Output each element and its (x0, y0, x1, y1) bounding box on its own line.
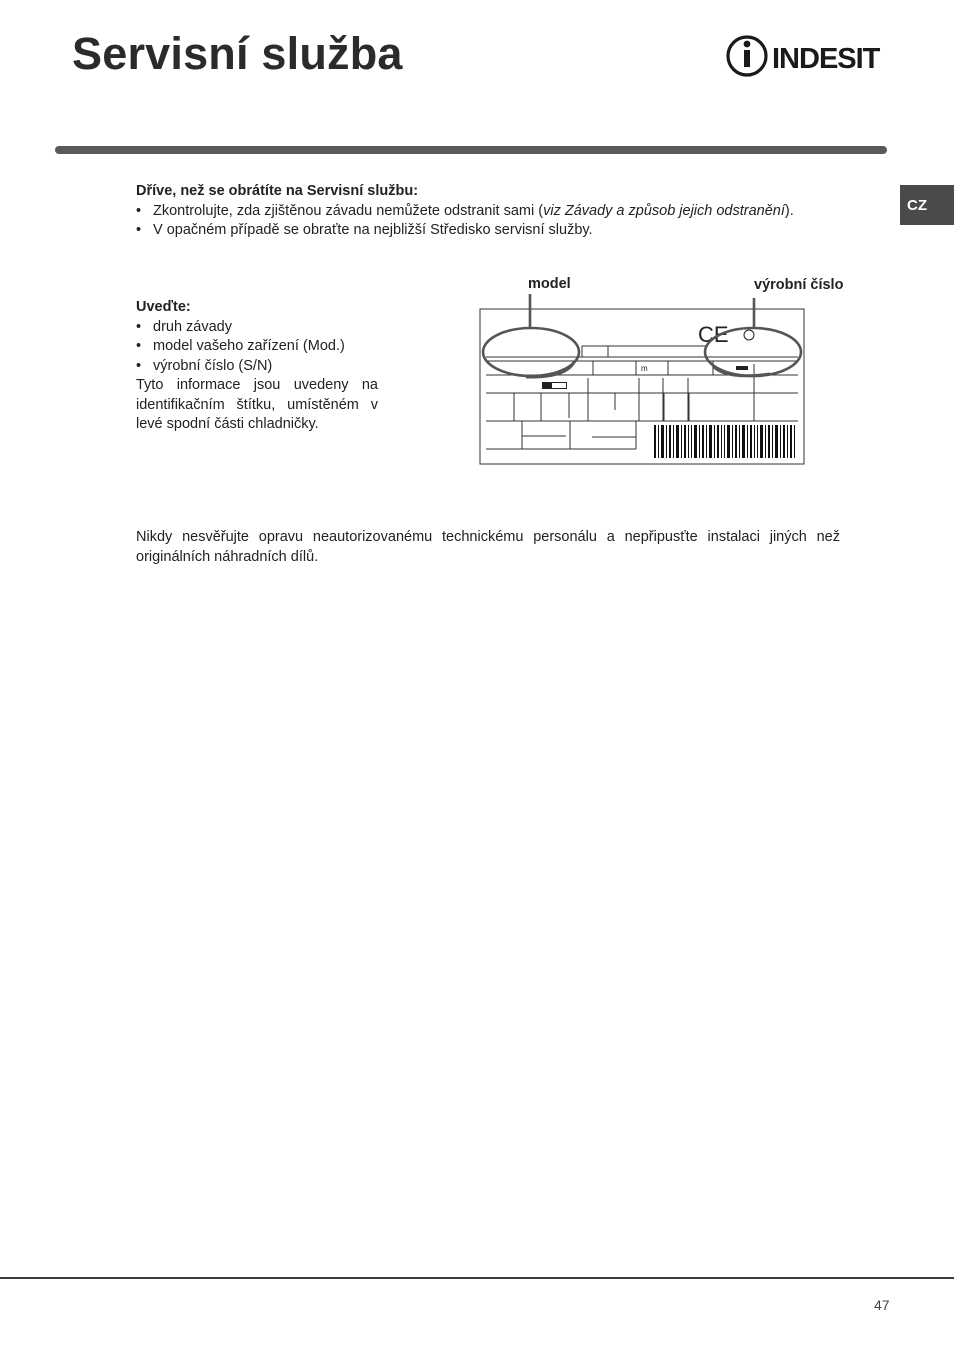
plate-outline (480, 309, 804, 464)
barcode-icon (654, 425, 795, 458)
page-title: Servisní služba (72, 28, 403, 79)
plate-location-line3: levé spodní části chladničky. (136, 416, 319, 432)
model-label: model (528, 276, 571, 292)
section-before-list (136, 202, 858, 241)
list-item: • druh závady (136, 318, 378, 338)
language-tab-label: CZ (907, 196, 927, 214)
brand-name: INDESIT (772, 43, 880, 75)
weee-symbol-icon (744, 330, 754, 340)
bullet1-prefix: Zkontrolujte, zda zjištěnou závadu nemůžete odstranit sami ( (153, 202, 544, 219)
warning-line1: Nikdy nesvěřujte opravu neautorizovanému technickému personálu a nepřipusťte instalaci jiných než (136, 529, 840, 545)
small-symbol-icon: m (641, 364, 648, 373)
section-state-info (136, 298, 378, 435)
bullet1-suffix: ). (784, 202, 794, 219)
bullet1-reference: viz Závady a způsob jejich odstranění (543, 202, 785, 219)
tag-icon (736, 366, 748, 370)
plate-location-line2: identifikačním štítku, umístěném v (136, 396, 378, 413)
indesit-i-icon (728, 37, 766, 75)
footer-rule (0, 1277, 954, 1279)
list-item: • V opačném případě se obraťte na nejbližší Středisko servisní služby. (136, 221, 858, 241)
language-tab (900, 185, 954, 225)
list-item (136, 202, 858, 222)
section-before-contact (136, 182, 858, 241)
model-highlight (483, 294, 579, 377)
list-item: • model vašeho zařízení (Mod.) (136, 337, 378, 357)
plate-location-line1: Tyto informace jsou uvedeny na (136, 377, 378, 393)
rating-plate-diagram (478, 294, 808, 470)
section-state-list (136, 318, 378, 377)
ce-mark-icon: CE (698, 322, 729, 347)
warning-text (136, 528, 840, 567)
page-number: 47 (874, 1297, 890, 1313)
header-rule (55, 146, 887, 154)
serial-number-label: výrobní číslo (754, 277, 844, 293)
list-item: • výrobní číslo (S/N) (136, 357, 378, 377)
section-state-heading: Uveďte: (136, 299, 191, 315)
section-before-heading: Dříve, než se obrátíte na Servisní službu: (136, 183, 419, 199)
indesit-logo (725, 32, 890, 80)
warning-line2: originálních náhradních dílů. (136, 548, 319, 565)
